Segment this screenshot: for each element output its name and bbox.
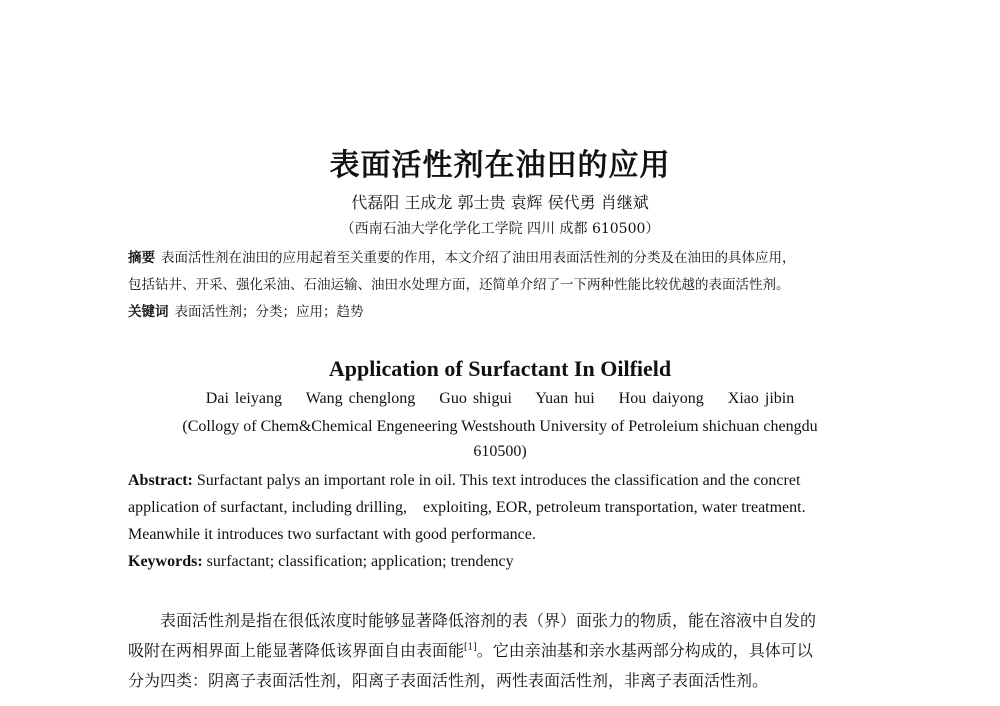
cn-abstract-line-1	[128, 246, 888, 266]
en-affiliation-line-2: 610500)	[473, 443, 527, 460]
en-affiliation-line-1: (Collogy of Chem&Chemical Engeneering Westshouth University of Petroleium shichuan chengdu	[182, 418, 818, 435]
cn-affiliation: （西南石油大学化学化工学院 四川 成都 610500）	[340, 221, 660, 237]
en-keywords-text: surfactant; classification; application; trendency	[206, 553, 514, 570]
en-keywords	[128, 553, 888, 571]
body-paragraph-line-2	[128, 638, 888, 661]
cn-keywords-text: 表面活性剂；分类；应用；趋势	[174, 304, 364, 320]
cn-keywords-label: 关键词	[128, 304, 169, 320]
cn-abstract-text-1: 表面活性剂在油田的应用起着至关重要的作用，本文介绍了油田用表面活性剂的分类及在油田的具体应用，	[161, 250, 796, 266]
body-paragraph-line-1: 表面活性剂是指在很低浓度时能够显著降低溶剂的表（界）面张力的物质，能在溶液中自发的	[160, 611, 817, 630]
cn-keywords	[128, 300, 888, 320]
body-paragraph-line-3: 分为四类：阴离子表面活性剂，阳离子表面活性剂，两性表面活性剂，非离子表面活性剂。	[128, 671, 769, 690]
citation-ref: [1]	[464, 642, 477, 653]
en-abstract-label: Abstract:	[128, 472, 193, 489]
en-abstract-line-1	[128, 472, 888, 490]
en-abstract-text-1: Surfactant palys an important role in oil. This text introduces the classification and the concret	[196, 472, 801, 489]
en-title: Application of Surfactant In Oilfield	[328, 356, 672, 381]
en-authors: Dai leiyang Wang chenglong Guo shigui Yuan hui Hou daiyong Xiao jibin	[205, 390, 795, 407]
en-abstract-line-2: application of surfactant, including drilling, exploiting, EOR, petroleum transportation, water treatment.	[128, 499, 806, 516]
body-text-2b: 。它由亲油基和亲水基两部分构成的，具体可以	[476, 641, 813, 660]
en-keywords-label: Keywords:	[128, 553, 203, 570]
cn-title: 表面活性剂在油田的应用	[329, 148, 671, 183]
cn-abstract-label: 摘要	[128, 250, 155, 266]
body-text-2a: 吸附在两相界面上能显著降低该界面自由表面能	[128, 641, 465, 660]
en-abstract-line-3: Meanwhile it introduces two surfactant with good performance.	[128, 526, 536, 543]
cn-abstract-line-2: 包括钻井、开采、强化采油、石油运输、油田水处理方面，还简单介绍了一下两种性能比较优越的表面活性剂。	[128, 277, 790, 293]
cn-authors: 代磊阳 王成龙 郭士贵 袁辉 侯代勇 肖继斌	[351, 193, 649, 212]
